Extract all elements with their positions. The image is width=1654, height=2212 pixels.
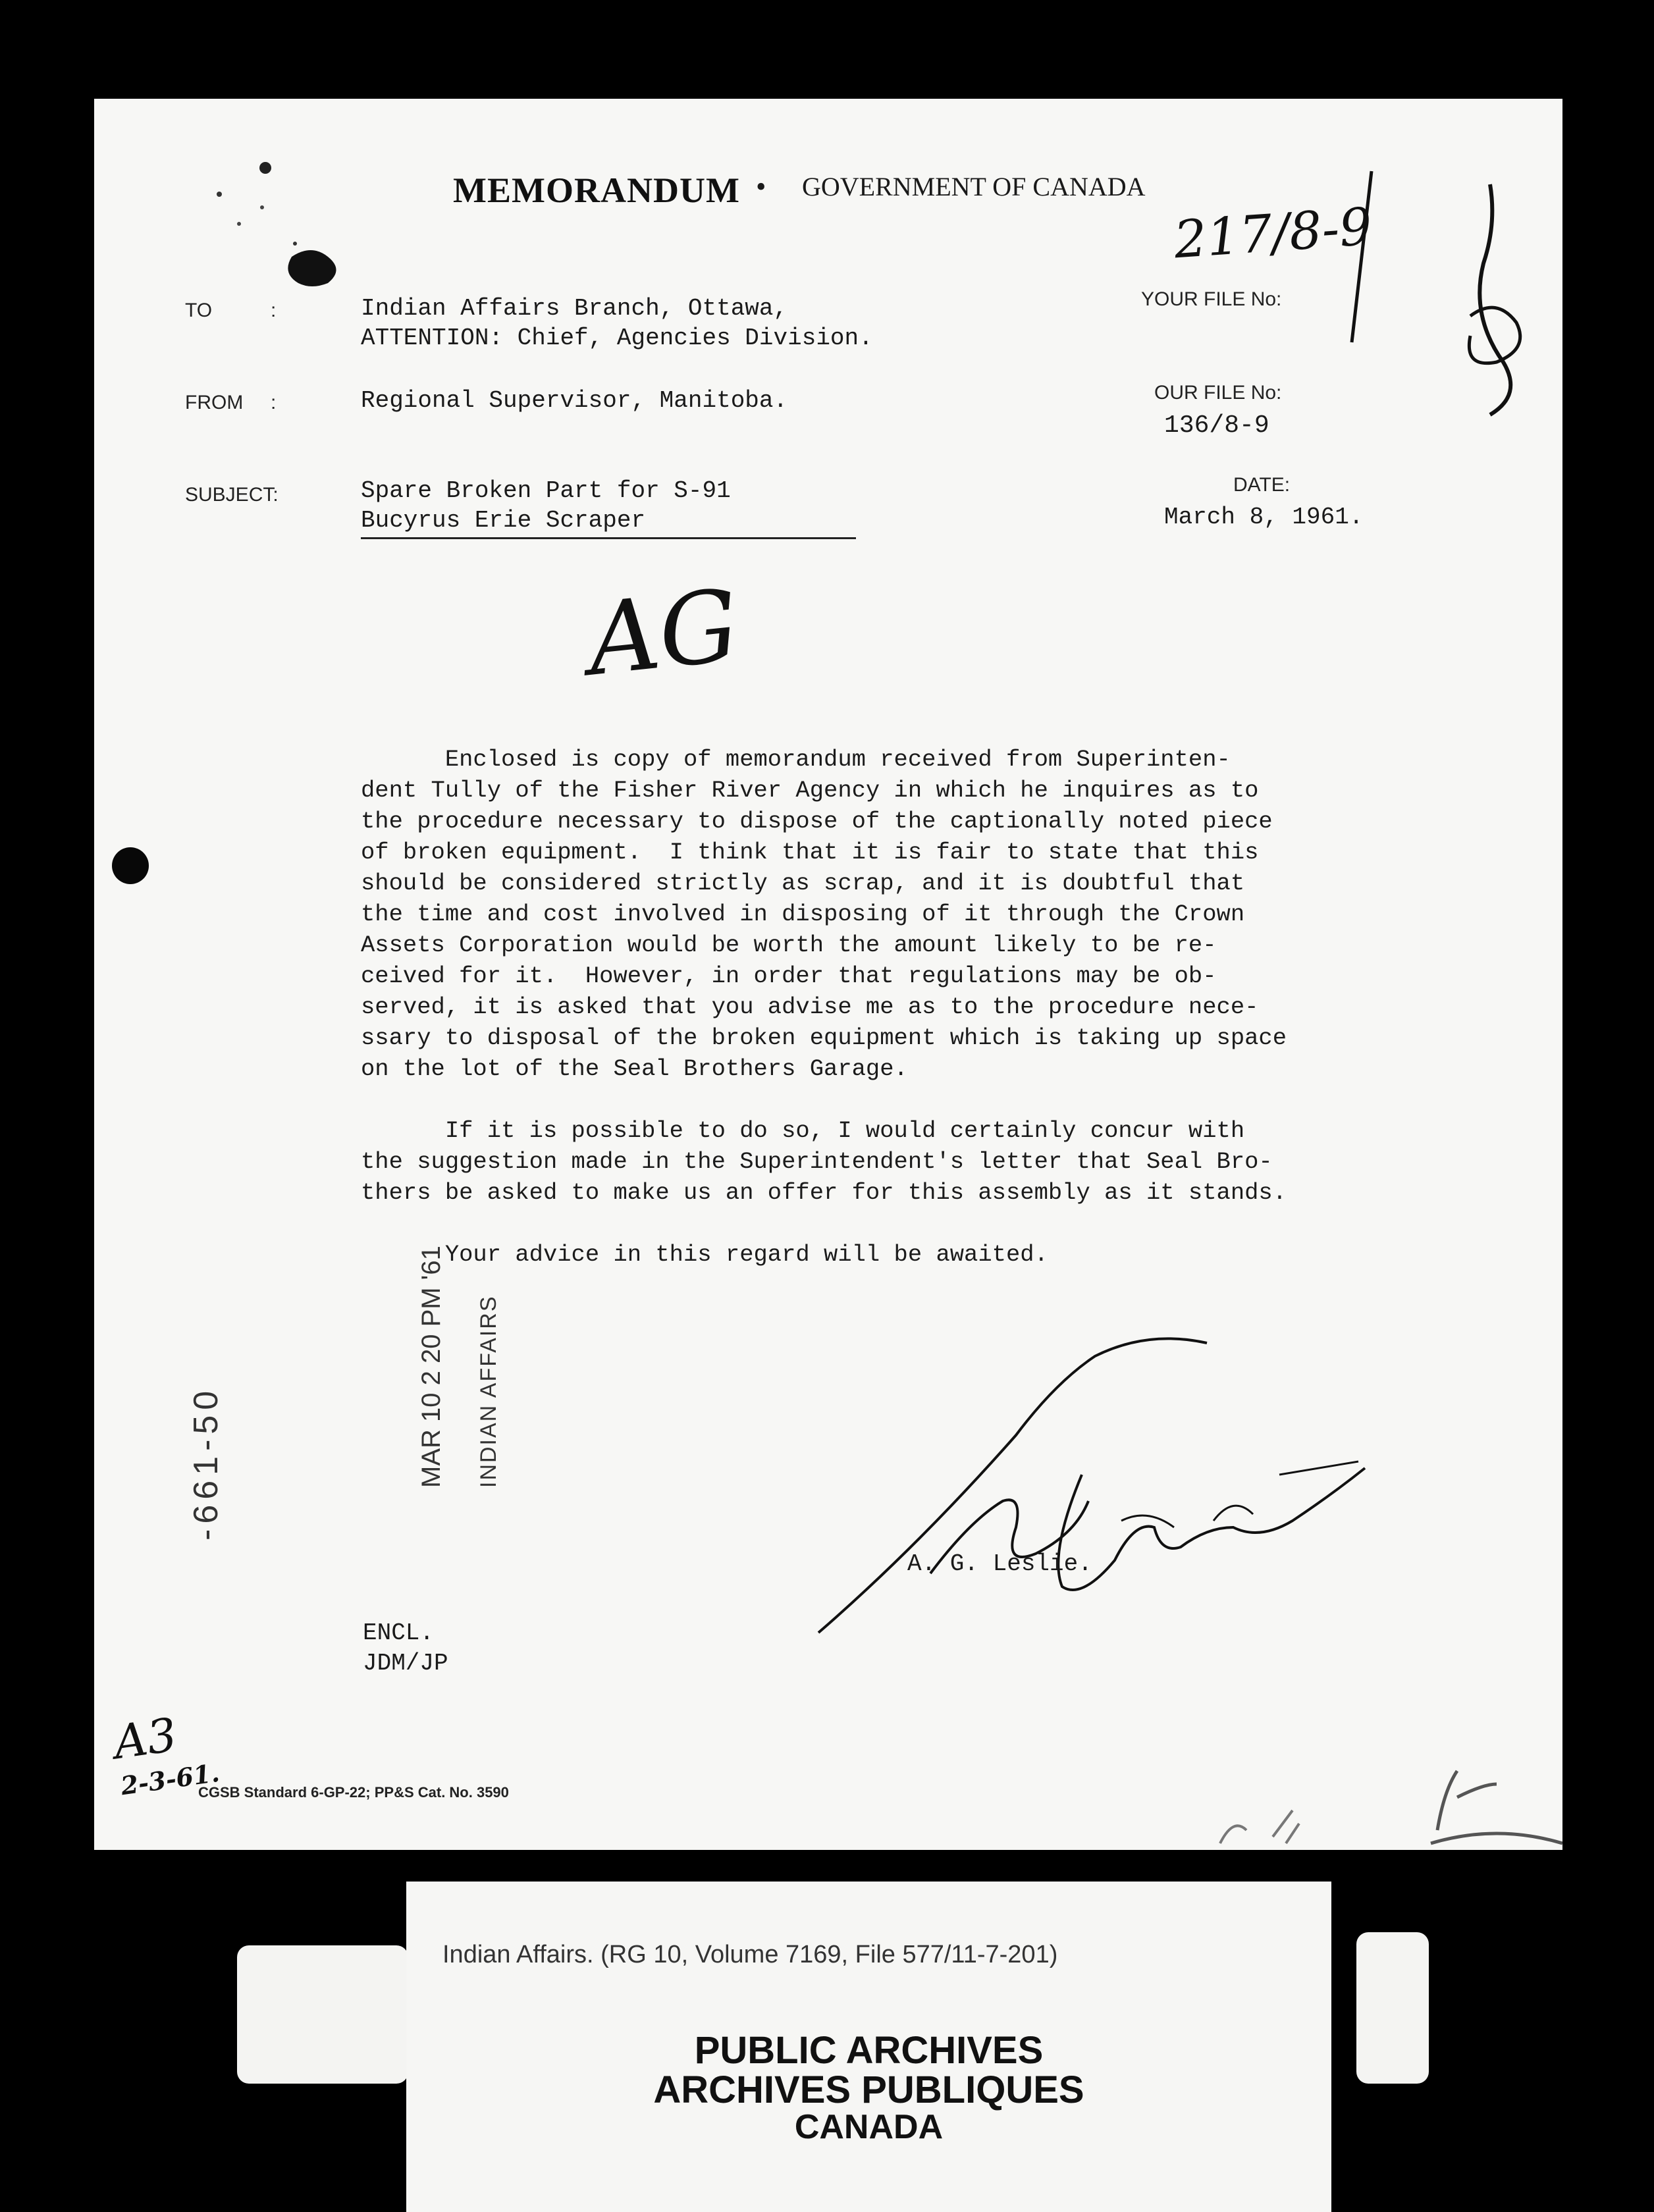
to-line-2: ATTENTION: Chief, Agencies Division. (361, 325, 873, 352)
archive-line-3: CANADA (794, 2108, 944, 2146)
handwritten-file-number: 217/8-9 (1172, 197, 1374, 271)
date-label: DATE: (1233, 474, 1291, 496)
body-line: thers be asked to make us an offer for this assembly as it stands. (361, 1179, 1287, 1206)
body-line: should be considered strictly as scrap, and it is doubtful that (361, 870, 1245, 897)
margin-note-date: 2-3-61. (119, 1757, 221, 1801)
margin-note-a3: A3 (110, 1707, 180, 1770)
enclosure-label: ENCL. (363, 1620, 435, 1646)
received-stamp-date: MAR 10 2 20 PM '61 (417, 1246, 446, 1488)
archive-line-1: PUBLIC ARCHIVES (694, 2029, 1044, 2072)
subject-label: SUBJECT: (185, 484, 279, 506)
body-line: Enclosed is copy of memorandum received from Superinten- (361, 746, 1231, 773)
your-file-label: YOUR FILE No: (1141, 288, 1282, 310)
handwritten-initials: AG (582, 568, 744, 698)
form-number: CGSB Standard 6-GP-22; PP&S Cat. No. 3590 (198, 1784, 509, 1801)
subject-line-1: Spare Broken Part for S-91 (361, 477, 731, 504)
body-line: the suggestion made in the Superintendent's letter that Seal Bro- (361, 1148, 1273, 1175)
memo-page (94, 99, 1562, 1850)
date-value: March 8, 1961. (1164, 504, 1364, 531)
body-line: If it is possible to do so, I would certainly concur with (361, 1117, 1245, 1144)
body-line: dent Tully of the Fisher River Agency in which he inquires as to (361, 777, 1259, 804)
ink-specks (147, 125, 384, 296)
signatory-name: A. G. Leslie. (907, 1550, 1092, 1577)
scratch-marks (1200, 1745, 1562, 1850)
subject-underline (361, 537, 856, 539)
from-value: Regional Supervisor, Manitoba. (361, 387, 788, 414)
body-line: of broken equipment. I think that it is fair to state that this (361, 839, 1259, 866)
org-name: GOVERNMENT OF CANADA (802, 172, 1146, 201)
archive-tab-right (1356, 1932, 1429, 2084)
received-stamp-dept: INDIAN AFFAIRS (476, 1295, 501, 1488)
body-line: Your advice in this regard will be awaited. (361, 1241, 1048, 1268)
archive-reference: Indian Affairs. (RG 10, Volume 7169, File 577/11-7-201) (442, 1941, 1058, 1968)
typist-initials: JDM/JP (363, 1650, 448, 1677)
to-line-1: Indian Affairs Branch, Ottawa, (361, 295, 788, 322)
body-line: the time and cost involved in disposing of it through the Crown (361, 901, 1245, 928)
handwritten-marks (1273, 158, 1536, 448)
side-registration-number: -661-50 (187, 1385, 225, 1540)
to-label: TO (185, 300, 213, 321)
archive-line-2: ARCHIVES PUBLIQUES (653, 2068, 1084, 2111)
from-colon: : (271, 392, 277, 413)
archive-card (406, 1882, 1331, 2212)
signature-scrawl (713, 1323, 1437, 1666)
to-colon: : (271, 300, 277, 321)
body-line: on the lot of the Seal Brothers Garage. (361, 1055, 908, 1082)
body-line: the procedure necessary to dispose of the captionally noted piece (361, 808, 1273, 835)
our-file-label: OUR FILE No: (1154, 382, 1282, 404)
hole-punch (107, 843, 153, 889)
memo-body (361, 744, 1533, 1270)
our-file-value: 136/8-9 (1164, 411, 1269, 440)
subject-line-2: Bucyrus Erie Scraper (361, 507, 646, 534)
archive-tab-left (237, 1945, 408, 2084)
body-line: served, it is asked that you advise me as to the procedure nece- (361, 993, 1259, 1020)
body-line: ceived for it. However, in order that regulations may be ob- (361, 962, 1217, 989)
body-line: ssary to disposal of the broken equipment which is taking up space (361, 1024, 1287, 1051)
title-bullet: • (756, 171, 766, 203)
from-label: FROM (185, 392, 244, 413)
body-line: Assets Corporation would be worth the amount likely to be re- (361, 932, 1217, 959)
memo-title: MEMORANDUM (453, 171, 740, 210)
